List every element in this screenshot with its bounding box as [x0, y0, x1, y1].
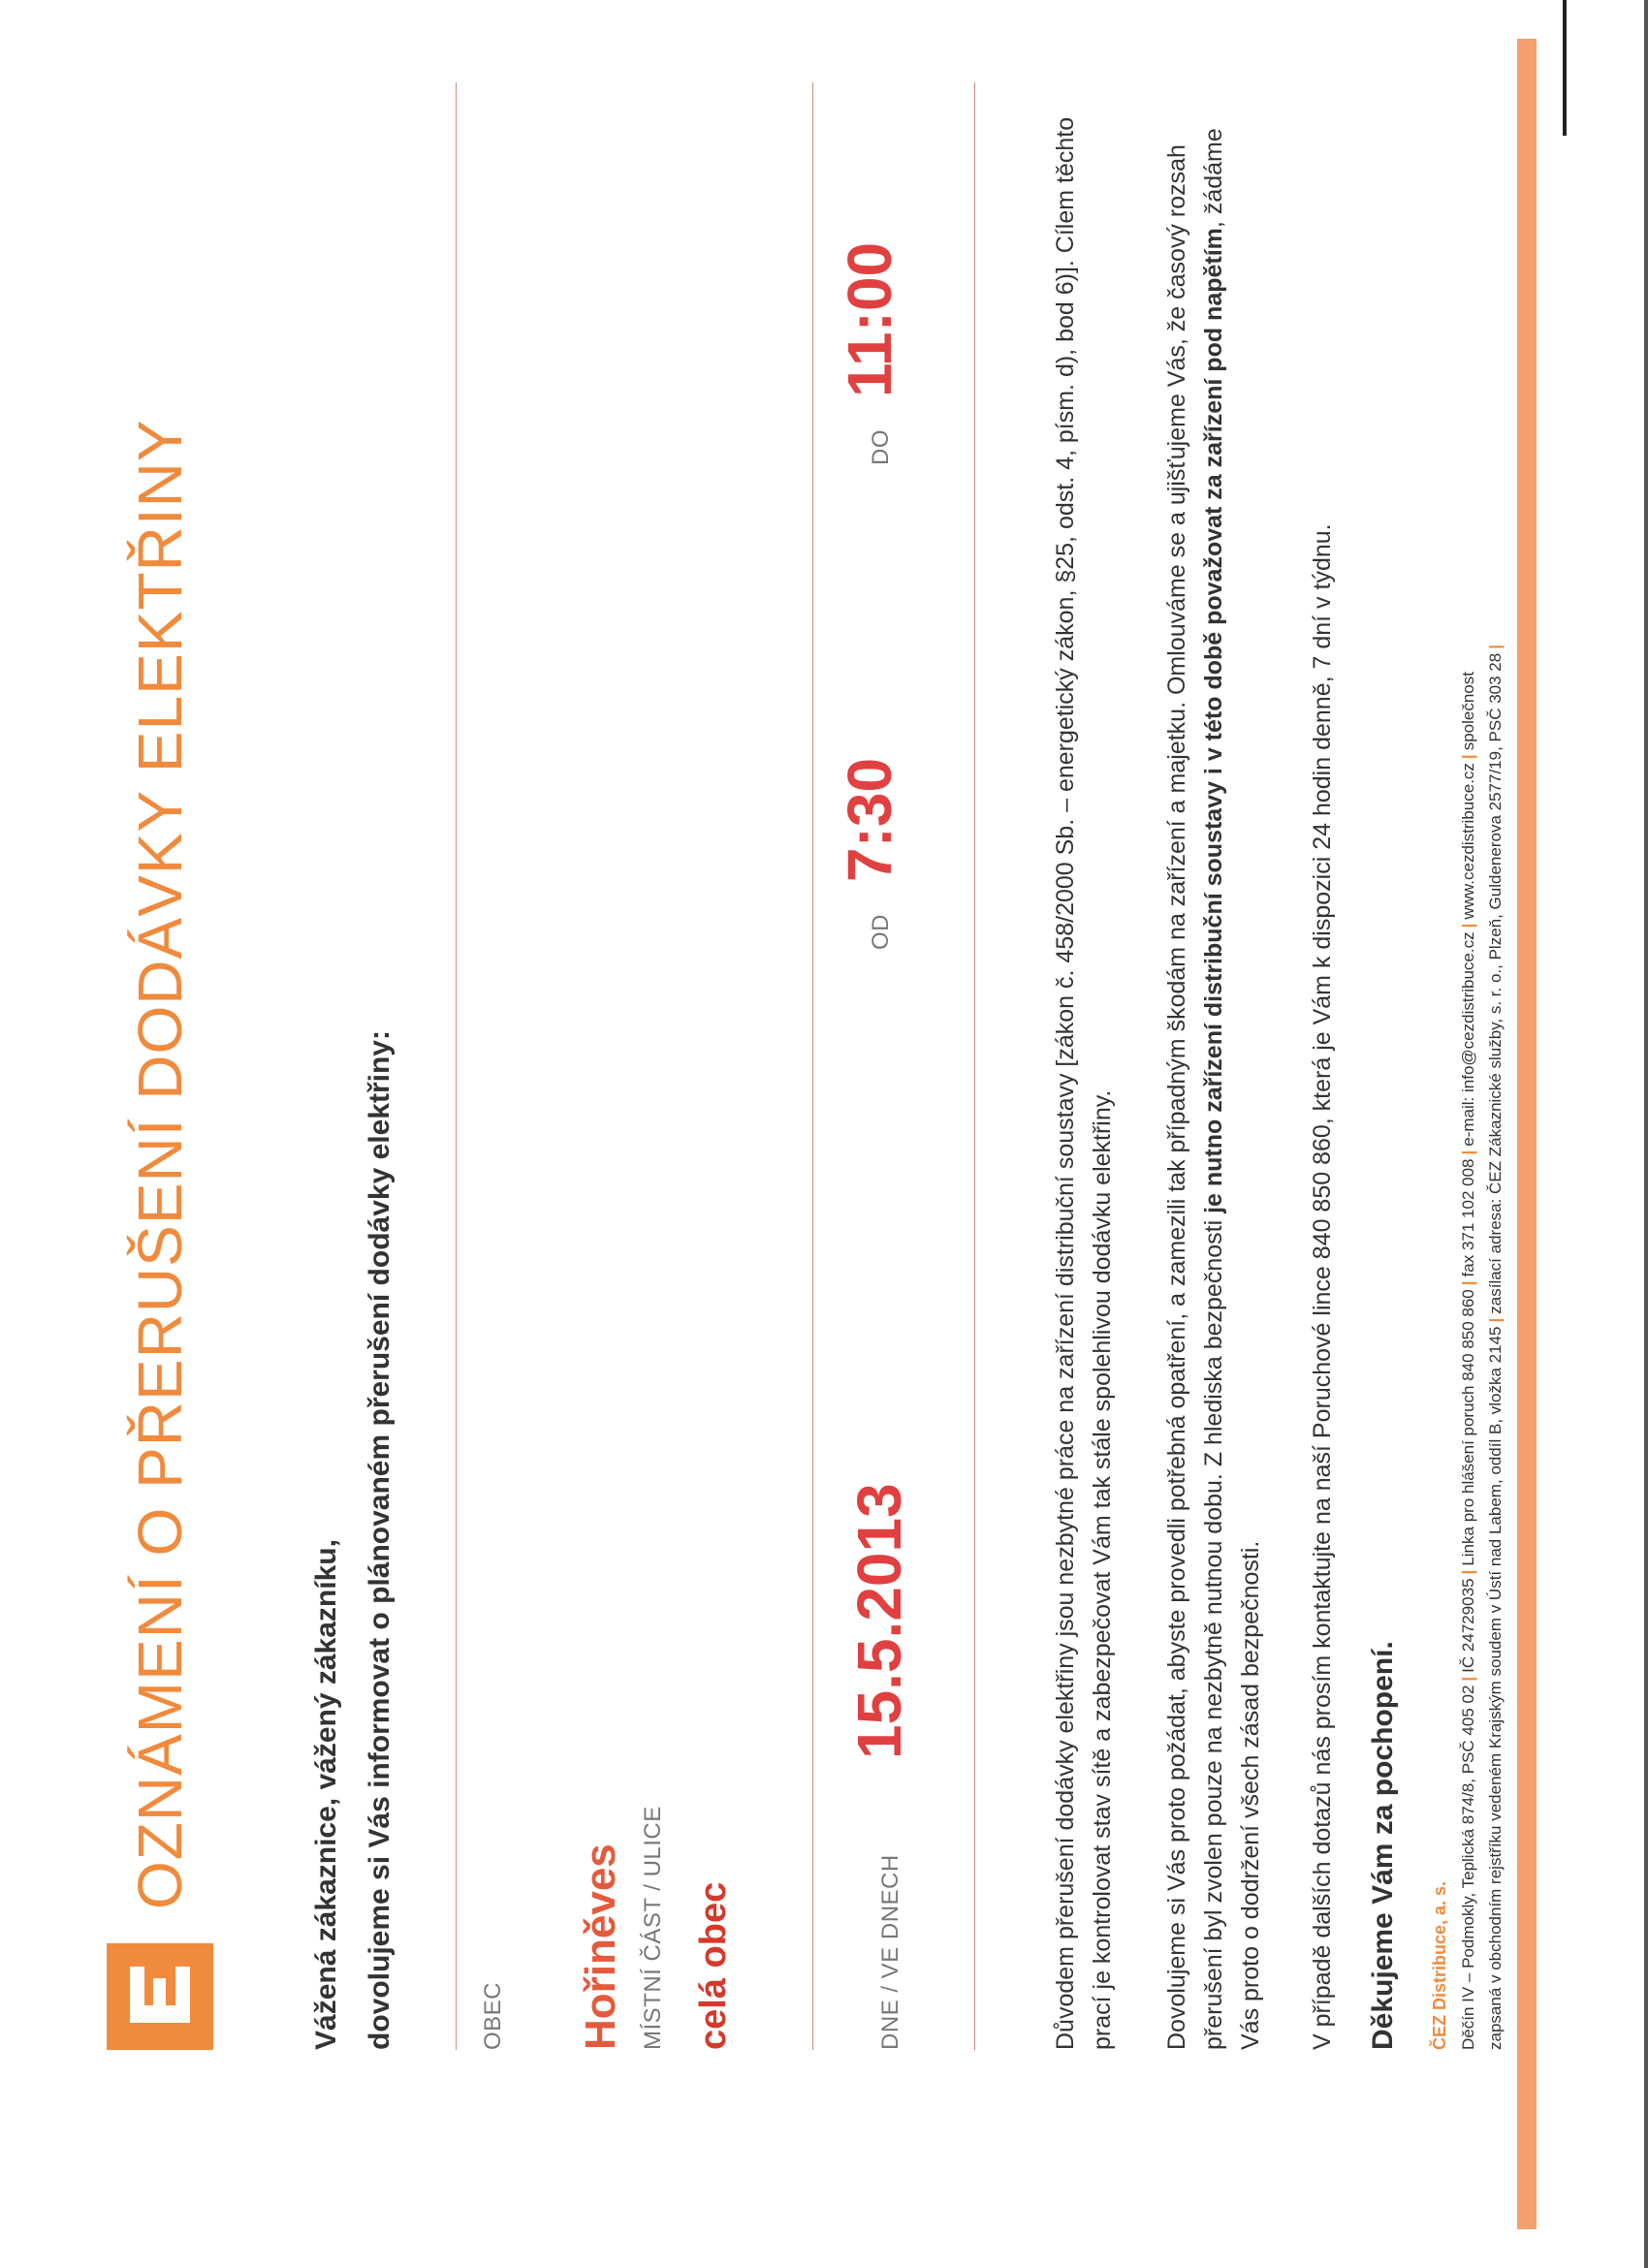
greeting-line-1: Vážená zákaznice, vážený zákazníku,	[310, 1539, 342, 2050]
obec-value: Hořiněves	[577, 1843, 624, 2050]
obec-label: OBEC	[480, 1981, 506, 2050]
scan-edge	[1563, 0, 1567, 136]
company-name: ČEZ Distribuce, a. s.	[1430, 1880, 1449, 2050]
street-label: MÍSTNÍ ČÁST / ULICE	[640, 1806, 666, 2050]
page-title: OZNÁMENÍ O PŘERUŠENÍ DODÁVKY ELEKTŘINY	[125, 419, 195, 1909]
orange-side-stripe	[1517, 39, 1537, 2229]
reason-paragraph: Důvodem přerušení dodávky elektřiny jsou nezbytné práce na zařízení distribuční soustavy [zákon č. 458/2000 Sb. – energetický zákon, §25, odst. 4, písm. d), bod 6)]. Cílem těchto prací je kontrolovat stav sítě a zabezpečovat Vám tak stále spolehlivou dodávku elektřiny.	[1052, 116, 1116, 2050]
scan-edge-bottom	[1644, 0, 1648, 2268]
time-from-value: 7:30	[835, 757, 904, 882]
footer-line-2: zapsaná v obchodním rejstříku vedeném Krajským soudem v Ústí nad Labem, oddíl B, vložka 2145|zasílací adresa: ČEZ Zákaznické služby, s. r. o., Plzeň, Guldenerova 2577/19, PSČ 303 28|	[1486, 645, 1505, 2050]
footer-line-1: Děčín IV – Podmokly, Teplická 874/8, PSČ 405 02|IČ 24729035|Linka pro hlášení poruch 840 850 860|fax 371 102 008|e-mail: info@cezdistribuce.cz|www.cezdistribuce.cz|společnost	[1459, 672, 1477, 2050]
cez-logo-icon	[107, 1943, 213, 2050]
contact-paragraph: V případě dalších dotazů nás prosím kontaktujte na naší Poruchové lince 840 850 860, která je Vám k dispozici 24 hodin denně, 7 dní v týdnu.	[1309, 523, 1336, 2050]
thanks-line: Děkujeme Vám za pochopení.	[1367, 1641, 1399, 2050]
divider	[456, 82, 457, 2050]
greeting-line-2: dovolujeme si Vás informovat o plánovaném přerušení dodávky elektřiny:	[364, 1030, 396, 2050]
street-value: celá obec	[693, 1881, 734, 2050]
time-to-value: 11:00	[835, 241, 904, 397]
divider	[812, 82, 813, 2050]
date-label: DNE / VE DNECH	[877, 1854, 903, 2050]
time-to-label: DO	[868, 429, 894, 465]
time-from-label: OD	[868, 914, 894, 950]
divider	[974, 82, 975, 2050]
safety-paragraph: Dovolujeme si Vás proto požádat, abyste provedli potřebná opatření, a zamezili tak případným škodám na zařízení a majetku. Omlouváme se a ujišťujeme Vás, že časový rozsah přerušení byl zvolen pouze na nezbytně nutnou dobu. Z hlediska bezpečnosti je nutno zařízení distribuční soustavy i v této době považovat za zařízení pod napětím, žádáme Vás proto o dodržení všech zásad bezpečnosti.	[1163, 128, 1264, 2050]
safety-warning: je nutno zařízení distribuční soustavy i v této době považovat za zařízení pod napětím	[1200, 228, 1227, 1213]
date-value: 15.5.2013	[844, 1483, 914, 1759]
